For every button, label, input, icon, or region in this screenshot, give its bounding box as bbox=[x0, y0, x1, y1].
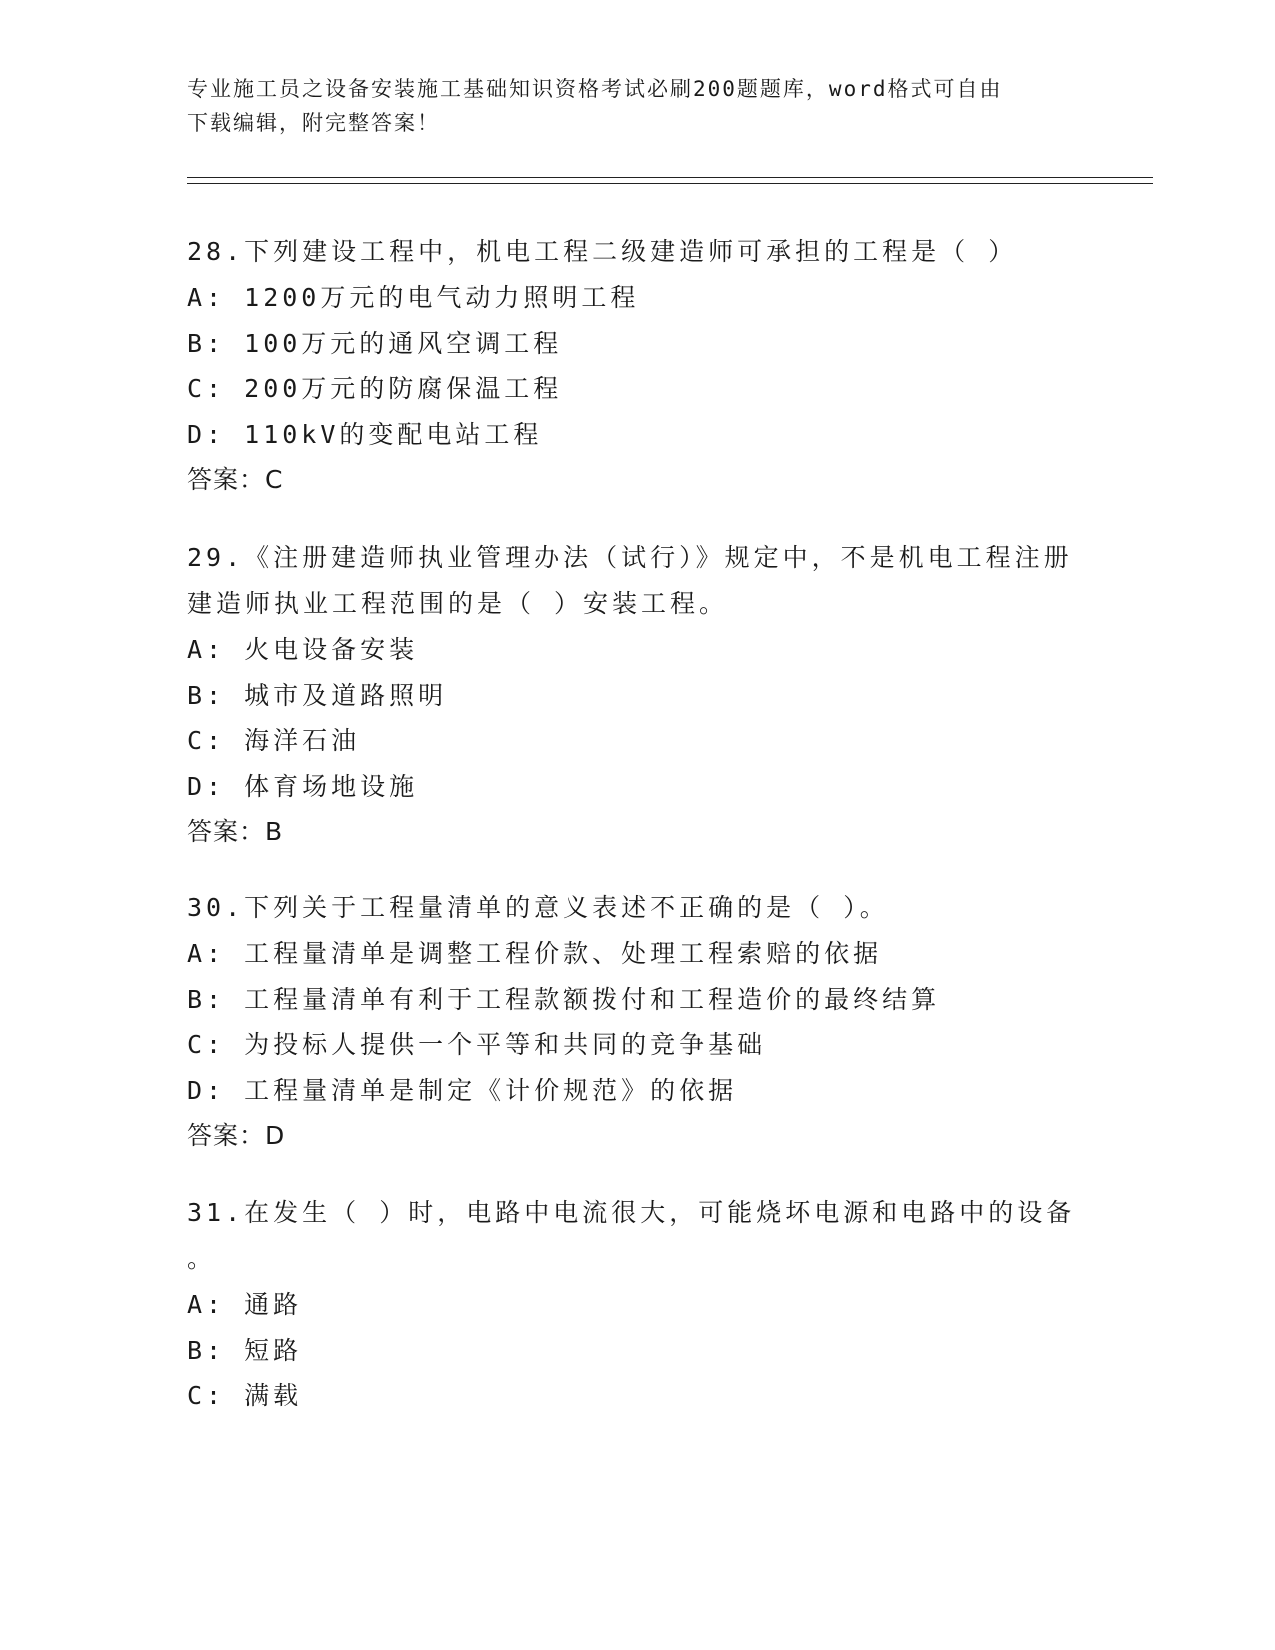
question-stem-line: 28.下列建设工程中，机电工程二级建造师可承担的工程是（ ） bbox=[187, 237, 1018, 266]
question-stem-line: 建造师执业工程范围的是（ ）安装工程。 bbox=[187, 589, 729, 618]
option-d: D: 110kV的变配电站工程 bbox=[187, 419, 543, 449]
option-c: C: 满载 bbox=[187, 1381, 303, 1410]
question-stem bbox=[187, 885, 1087, 931]
option-d: D: 工程量清单是制定《计价规范》的依据 bbox=[187, 1075, 738, 1105]
question-29 bbox=[187, 535, 1087, 854]
question-stem bbox=[187, 535, 1087, 627]
header-line-2: 下载编辑，附完整答案！ bbox=[187, 111, 440, 135]
option-b: B: 城市及道路照明 bbox=[187, 680, 448, 710]
answer-label: 答案：D bbox=[187, 1121, 286, 1150]
option-a: A: 1200万元的电气动力照明工程 bbox=[187, 283, 640, 312]
question-30 bbox=[187, 885, 1087, 1158]
question-stem bbox=[187, 229, 1087, 275]
header-divider-bottom bbox=[187, 183, 1153, 184]
question-28 bbox=[187, 229, 1087, 502]
answer-label: 答案：C bbox=[187, 465, 284, 494]
question-31 bbox=[187, 1190, 1087, 1419]
question-stem-line: 30.下列关于工程量清单的意义表述不正确的是（ ）。 bbox=[187, 893, 889, 922]
option-a: A: 火电设备安装 bbox=[187, 635, 419, 664]
option-d: D: 体育场地设施 bbox=[187, 771, 419, 801]
option-c: C: 200万元的防腐保温工程 bbox=[187, 374, 563, 403]
question-stem-line: 29.《注册建造师执业管理办法（试行）》规定中，不是机电工程注册 bbox=[187, 543, 1073, 572]
question-stem-line: 31.在发生（ ）时，电路中电流很大，可能烧坏电源和电路中的设备 bbox=[187, 1198, 1076, 1227]
option-c: C: 为投标人提供一个平等和共同的竞争基础 bbox=[187, 1030, 767, 1059]
option-a: A: 工程量清单是调整工程价款、处理工程索赔的依据 bbox=[187, 939, 883, 968]
question-stem-line: 。 bbox=[187, 1244, 217, 1273]
option-b: B: 100万元的通风空调工程 bbox=[187, 328, 563, 358]
option-a: A: 通路 bbox=[187, 1290, 303, 1319]
option-b: B: 工程量清单有利于工程款额拨付和工程造价的最终结算 bbox=[187, 984, 941, 1014]
question-stem bbox=[187, 1190, 1087, 1282]
option-b: B: 短路 bbox=[187, 1335, 303, 1365]
option-c: C: 海洋石油 bbox=[187, 726, 361, 755]
answer-label: 答案：B bbox=[187, 817, 284, 846]
header-divider-top bbox=[187, 177, 1153, 178]
header-line-1: 专业施工员之设备安装施工基础知识资格考试必刷200题题库，word格式可自由 bbox=[187, 77, 1003, 101]
document-header bbox=[187, 72, 1087, 140]
